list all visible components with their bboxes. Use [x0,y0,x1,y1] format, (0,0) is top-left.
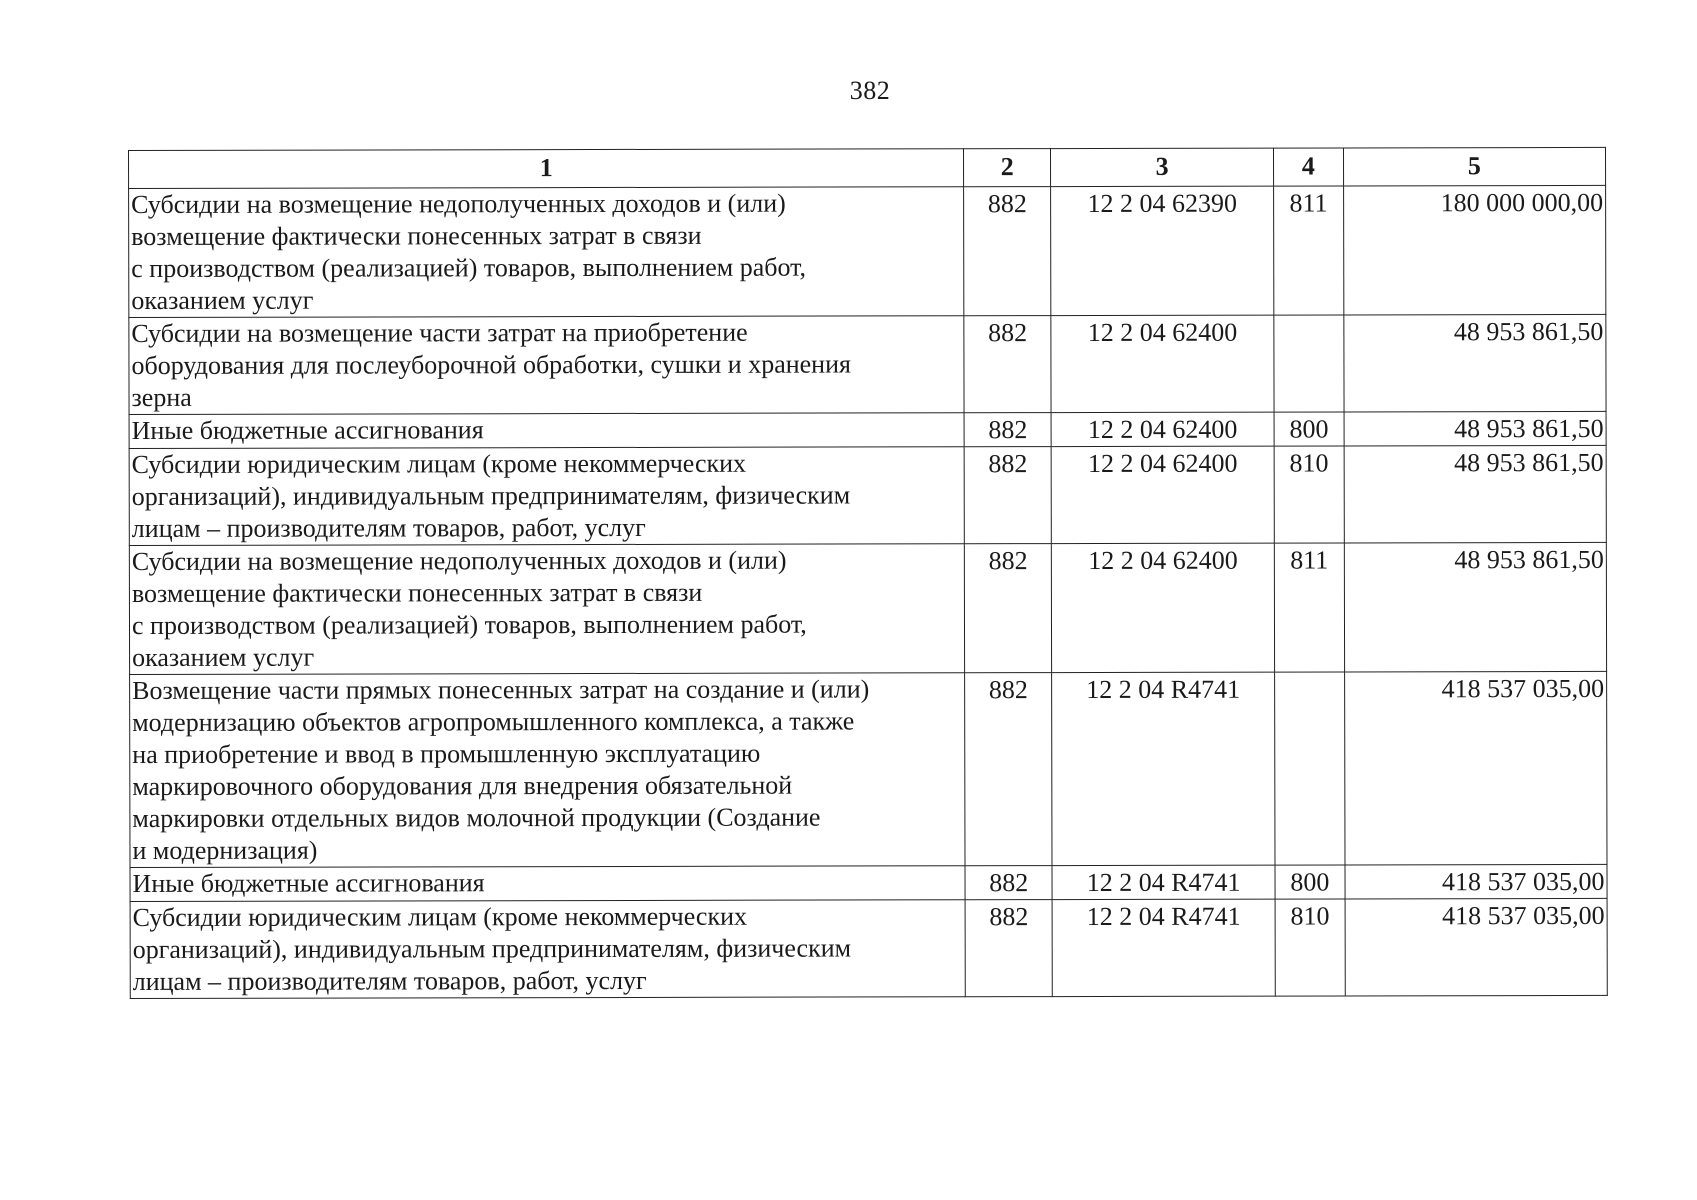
row-vr: 810 [1275,899,1345,996]
row-grbs: 882 [965,866,1052,900]
row-amount: 48 953 861,50 [1344,542,1607,672]
row-name: Возмещение части прямых понесенных затрат на создание и (или) модернизацию объектов агропромышленного комплекса, а также на приобретение и ввод в промышленную эксплуатацию маркировочного оборудования для внедрения обязательной маркировки отдельных видов молочной продукции (Создание и модернизация) [132,674,870,865]
row-vr: 811 [1274,543,1344,672]
row-name: Субсидии на возмещение недополученных доходов и (или) возмещение фактически понесенных затрат в связи с производством (реализацией) товаров, выполнением работ, оказанием услуг [131,188,807,315]
row-name: Субсидии на возмещение недополученных доходов и (или) возмещение фактически понесенных затрат в связи с производством (реализацией) товаров, выполнением работ, оказанием услуг [131,545,807,672]
table-row [129,314,1606,414]
row-name: Субсидии юридическим лицам (кроме некоммерческих организаций), индивидуальным предпринимателям, физическим лицам – производителям товаров, работ, услуг [131,448,851,543]
row-vr: 800 [1275,865,1345,899]
row-amount: 48 953 861,50 [1344,314,1607,412]
budget-table [128,147,1608,999]
row-csr: 12 2 04 62400 [1051,412,1274,446]
header-col-1: 1 [129,149,964,189]
table-row [130,671,1607,867]
row-name-cell [129,447,965,546]
row-name: Иные бюджетные ассигнования [131,415,484,445]
row-amount: 180 000 000,00 [1343,185,1606,315]
row-name-cell [130,673,966,868]
table-header-row [129,147,1606,188]
row-csr: 12 2 04 62390 [1051,186,1274,315]
row-csr: 12 2 04 R4741 [1052,899,1275,996]
row-name: Субсидии на возмещение части затрат на приобретение оборудования для послеуборочной обработки, сушки и хранения зерна [131,317,851,412]
row-amount: 418 537 035,00 [1344,671,1607,865]
page-number: 382 [849,76,891,105]
header-col-2: 2 [964,149,1051,187]
row-csr: 12 2 04 62400 [1051,543,1274,672]
row-csr: 12 2 04 R4741 [1052,865,1275,899]
row-vr: 800 [1274,412,1344,446]
row-vr: 810 [1274,446,1344,543]
row-grbs: 882 [964,447,1051,544]
row-amount: 418 537 035,00 [1345,898,1608,996]
table-row [129,445,1606,545]
row-grbs: 882 [964,187,1051,316]
row-csr: 12 2 04 62400 [1051,446,1274,543]
row-csr: 12 2 04 R4741 [1052,672,1275,865]
row-name-cell [129,316,965,415]
row-grbs: 882 [964,316,1051,413]
row-vr: 811 [1274,186,1344,315]
row-amount: 418 537 035,00 [1345,864,1607,899]
row-grbs: 882 [965,673,1052,866]
table-row [129,542,1606,674]
row-grbs: 882 [965,900,1052,997]
header-col-4: 4 [1274,148,1344,186]
table-row [130,898,1607,998]
row-name: Иные бюджетные ассигнования [132,868,485,898]
row-name-cell [129,544,965,675]
row-amount: 48 953 861,50 [1344,411,1606,446]
row-amount: 48 953 861,50 [1344,445,1607,543]
row-name-cell [129,413,964,449]
row-vr [1275,672,1345,865]
table-row [129,411,1606,448]
row-vr [1274,315,1344,412]
header-col-3: 3 [1051,148,1274,186]
row-name-cell [130,866,965,902]
row-name-cell [130,900,966,999]
row-csr: 12 2 04 62400 [1051,315,1274,412]
table-row [130,864,1607,901]
table-row [129,185,1606,317]
header-col-5: 5 [1343,147,1605,186]
row-name-cell [129,187,965,318]
row-name: Субсидии юридическим лицам (кроме некоммерческих организаций), индивидуальным предпринимателям, физическим лицам – производителям товаров, работ, услуг [132,901,852,996]
row-grbs: 882 [964,413,1051,447]
row-grbs: 882 [965,544,1052,673]
